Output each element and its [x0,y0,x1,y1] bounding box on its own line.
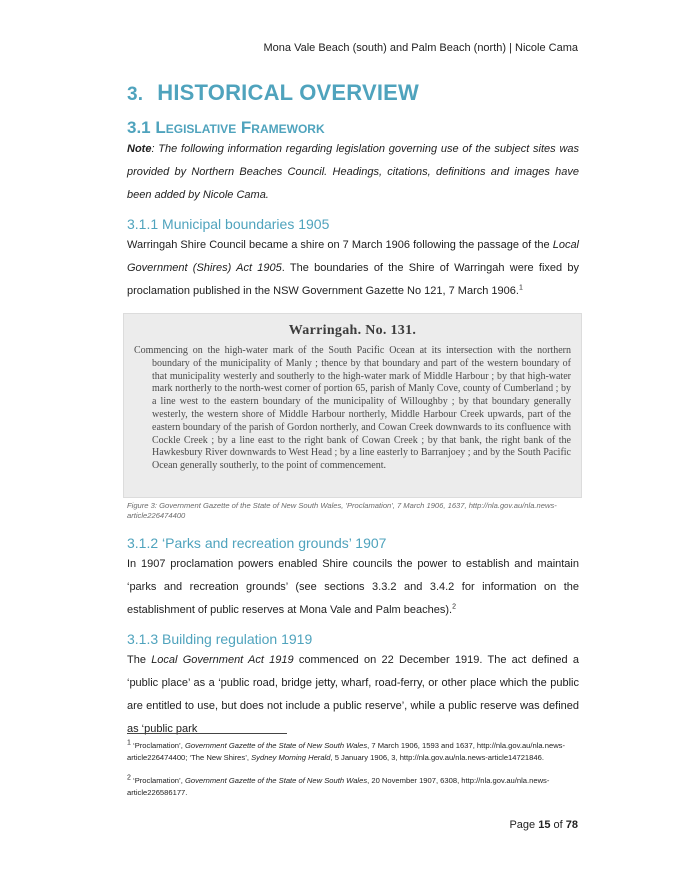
figure-caption: Figure 3: Government Gazette of the State of New South Wales, 'Proclamation', 7 March 1906, 1637, http://nla.gov.au/nla.news-article226474400 [127,501,557,520]
paragraph-text: The [127,654,152,666]
gazette-text: Commencing on the high-water mark of the South Pacific Ocean at its intersection with the northern boundary of the municipality of Manly ; thence by that boundary and part of the western boundary of that municipality westerly and southerly to the high-water mark of Middle Harbour ; by that high-water mark northerly to the north-west corner of portion 65, parish of Manly Cove, county of Cumberland ; by a line west to the eastern boundary of the municipality of Willoughby ; by that boundary generally westerly, the western shore of Middle Harbour northerly, Middle Harbour Creek upwards, part of the eastern boundary of the parish of Gordon northerly, and Cowan Creek downwards to its confluence with Cockle Creek ; by a line east to the right bank of Cowan Creek ; by that bank, the right bank of the Hawkesbury River downwards to West Head ; by a line easterly to Barranjoey ; and by the South Pacific Ocean generally southerly, to the point of commencement. [134,345,571,472]
act-title: Local Government Act 1919 [151,654,294,666]
footnote-divider [127,733,287,734]
paragraph-3-1-1 [127,234,579,303]
footnote-1 [127,740,579,763]
footnote-text: ‘Proclamation’, [130,776,185,785]
page-prefix: Page [509,819,539,831]
section-title: HISTORICAL OVERVIEW [157,80,419,105]
current-page: 15 [538,819,551,831]
publication-title: Government Gazette of the State of New South Wales [184,741,368,750]
paragraph-text: . The boundaries of the Shire of Warringah were fixed by proclamation published in the NSW Government Gazette No 121, 7 March 1906. [127,262,579,297]
running-header: Mona Vale Beach (south) and Palm Beach (north) | Nicole Cama [263,42,578,54]
total-pages: 78 [565,819,578,831]
footnote-ref[interactable]: 1 [518,284,523,292]
footnote-text: ‘Proclamation’, [130,741,185,750]
footnote-number: 2 [127,774,131,782]
gazette-title: Warringah. No. 131. [288,323,417,338]
act-title: Local Government (Shires) Act 1905 [127,239,579,274]
heading-3-1-2: 3.1.2 ‘Parks and recreation grounds’ 1907 [127,535,387,551]
page-number [509,819,578,831]
publication-title: Sydney Morning Herald [251,752,331,762]
publication-title: Government Gazette of the State of New South Wales [184,776,368,785]
note-text: : The following information regarding legislation governing use of the subject sites was provided by Northern Beaches Council. Headings, citations, definitions and images have been added by Nicole Cama. [127,143,579,201]
page-of: of [550,819,566,831]
paragraph-text: In 1907 proclamation powers enabled Shire councils the power to establish and maintain ‘parks and recreation grounds’ (see sections 3.3.2 and 3.4.2 for information on the establishment of public reserves at Mona Vale and Palm beaches). [127,558,579,616]
footnote-text: , 20 November 1907, 6308, http://nla.gov.au/nla.news-article226586177. [127,776,550,797]
footnote-number: 1 [127,739,131,747]
heading-3-1-3: 3.1.3 Building regulation 1919 [127,631,313,647]
footnote-text: , 5 January 1906, 3, http://nla.gov.au/nla.news-article14721846. [330,752,544,762]
note-paragraph [127,138,579,207]
paragraph-3-1-3 [127,649,579,741]
footnote-2 [127,775,579,798]
footnote-text: , 7 March 1906, 1593 and 1637, http://nla.gov.au/nla.news-article226474400; ‘The New Shires’, [127,741,566,762]
subsection-heading: 3.1 Legislative Framework [127,118,325,137]
section-heading [127,80,419,106]
paragraph-text: Warringah Shire Council became a shire on 7 March 1906 following the passage of the [127,239,553,251]
section-number: 3. [127,84,144,105]
paragraph-3-1-2 [127,553,579,622]
paragraph-text: commenced on 22 December 1919. The act defined a ‘public place’ as a ‘public road, bridge jetty, wharf, road-ferry, or other place which the public are entitled to use, but does not include a public reserve’, while a public reserve was defined as ‘public park [127,654,579,735]
footnote-ref[interactable]: 2 [452,603,456,611]
gazette-proclamation-image [123,313,582,498]
note-label: Note [127,143,152,155]
heading-3-1-1: 3.1.1 Municipal boundaries 1905 [127,216,330,232]
